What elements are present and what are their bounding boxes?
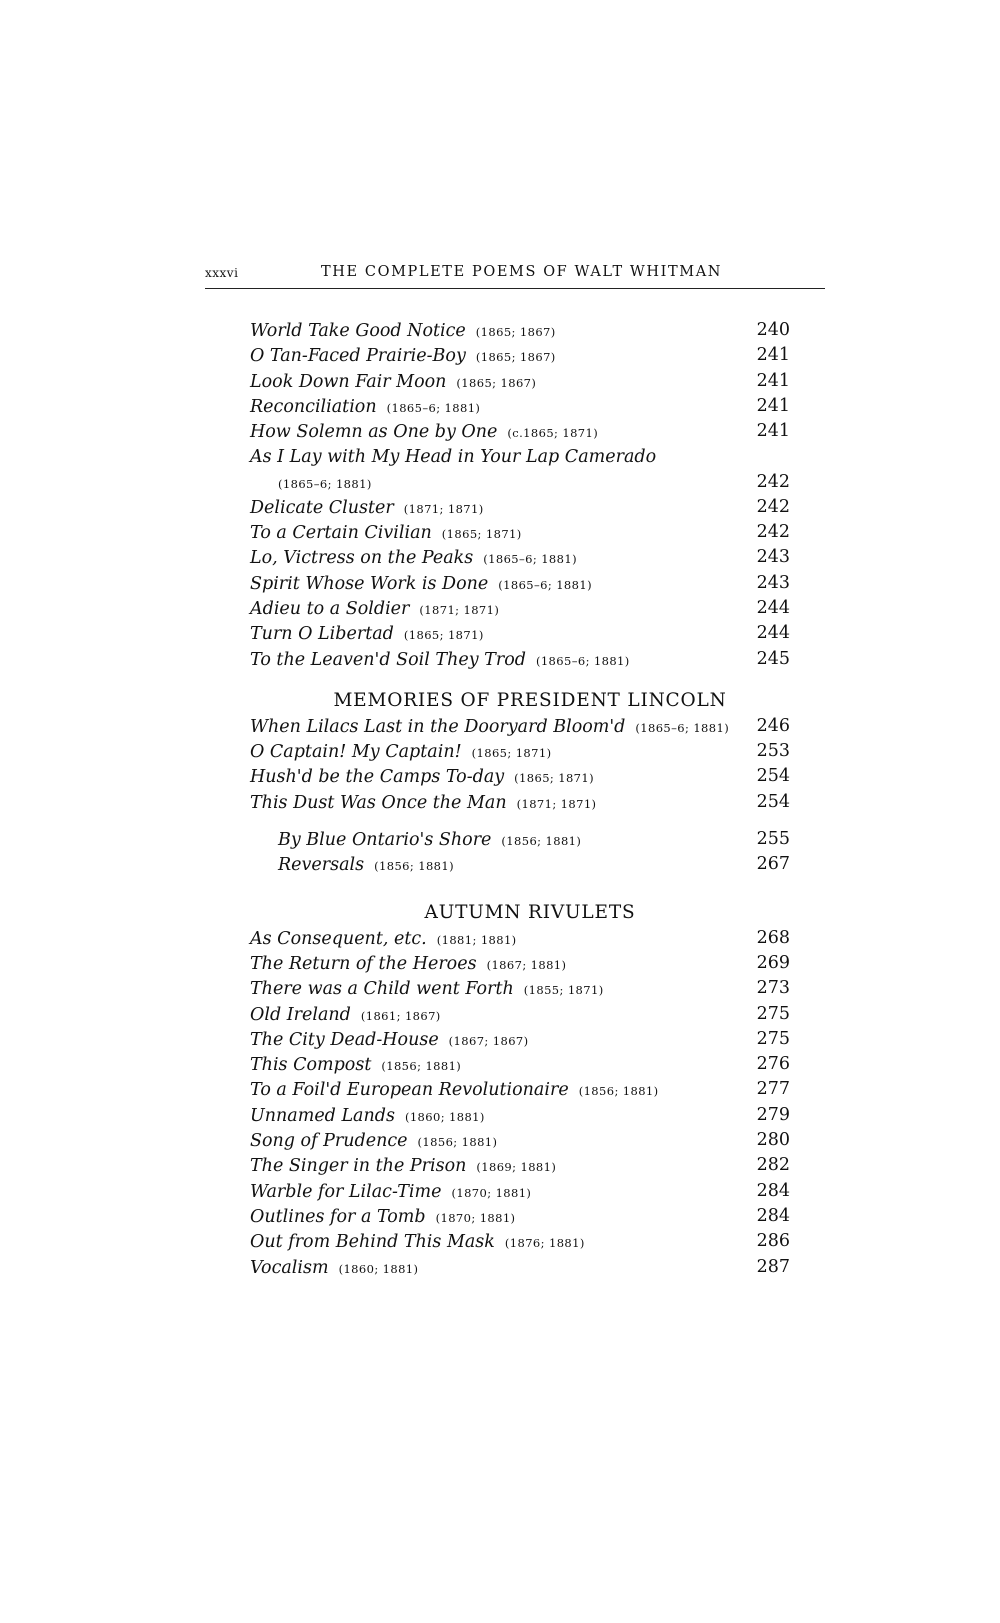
poem-dates: (1865; 1867) bbox=[456, 375, 537, 390]
book-title: THE COMPLETE POEMS OF WALT WHITMAN bbox=[321, 264, 723, 280]
toc-entry bbox=[250, 1027, 790, 1052]
page-number: 287 bbox=[756, 1256, 790, 1277]
page-number: 241 bbox=[756, 345, 790, 366]
poem-dates: (1871; 1871) bbox=[516, 796, 597, 811]
toc-entry bbox=[250, 1128, 790, 1153]
poem-dates: (1856; 1881) bbox=[381, 1059, 462, 1074]
page-number: 241 bbox=[756, 421, 790, 442]
section-lincoln bbox=[250, 688, 790, 815]
page-number: 284 bbox=[756, 1205, 790, 1226]
toc-entry bbox=[250, 545, 790, 570]
poem-title: Reconciliation bbox=[250, 396, 377, 417]
poem-title: To a Certain Civilian bbox=[250, 523, 432, 544]
page-number: 273 bbox=[756, 978, 790, 999]
page-number: 282 bbox=[756, 1155, 790, 1176]
poem-title: The Return of the Heroes bbox=[250, 953, 477, 974]
page-number: 244 bbox=[756, 623, 790, 644]
poem-dates: (1856; 1881) bbox=[417, 1135, 498, 1150]
toc-entry bbox=[250, 790, 790, 815]
poem-dates: (1865; 1871) bbox=[441, 527, 522, 542]
page-number: 286 bbox=[756, 1231, 790, 1252]
toc-entry bbox=[250, 318, 790, 343]
section-heading: AUTUMN RIVULETS bbox=[424, 901, 636, 923]
poem-title: How Solemn as One by One bbox=[250, 422, 498, 443]
toc-entry bbox=[250, 852, 790, 877]
toc-entry bbox=[250, 520, 790, 545]
poem-dates: (1876; 1881) bbox=[504, 1236, 585, 1251]
poem-title: As Consequent, etc. bbox=[250, 928, 427, 949]
poem-title: Turn O Libertad bbox=[250, 624, 394, 645]
poem-dates: (1865–6; 1881) bbox=[635, 720, 730, 735]
page-number: 242 bbox=[756, 522, 790, 543]
page-number: 245 bbox=[756, 648, 790, 669]
toc-entry bbox=[250, 419, 790, 444]
page-number: 241 bbox=[756, 395, 790, 416]
poem-title: Warble for Lilac-Time bbox=[250, 1181, 442, 1202]
poem-dates: (1865–6; 1881) bbox=[535, 653, 630, 668]
page-number: 267 bbox=[756, 854, 790, 875]
toc-entry bbox=[250, 343, 790, 368]
page-number: 254 bbox=[756, 791, 790, 812]
page-number: 275 bbox=[756, 1003, 790, 1024]
toc-entry bbox=[250, 1255, 790, 1280]
poem-dates: (1861; 1867) bbox=[360, 1008, 441, 1023]
poem-dates: (1867; 1881) bbox=[486, 957, 567, 972]
poem-dates: (1865; 1867) bbox=[475, 325, 556, 339]
toc-entry bbox=[250, 369, 790, 394]
poem-title: Out from Behind This Mask bbox=[250, 1232, 495, 1253]
toc-entry bbox=[250, 1103, 790, 1128]
poem-dates: (1865; 1871) bbox=[403, 628, 484, 643]
poem-dates: (1860; 1881) bbox=[404, 1109, 485, 1124]
toc-entry-long-title bbox=[250, 444, 790, 469]
page-number: 255 bbox=[756, 829, 790, 850]
poem-title: Song of Prudence bbox=[250, 1131, 408, 1152]
poem-title: Adieu to a Soldier bbox=[250, 598, 410, 619]
poem-dates: (1860; 1881) bbox=[338, 1261, 419, 1276]
poem-dates: (1855; 1871) bbox=[523, 983, 604, 998]
page-number: 242 bbox=[756, 471, 790, 492]
poem-dates: (1856; 1881) bbox=[501, 834, 582, 849]
toc-entry bbox=[250, 1153, 790, 1178]
poem-dates: (1870; 1881) bbox=[435, 1210, 516, 1225]
page-number: 254 bbox=[756, 766, 790, 787]
poem-dates: (1865–6; 1881) bbox=[278, 476, 372, 491]
page-number: 246 bbox=[756, 715, 790, 736]
poem-title: Outlines for a Tomb bbox=[250, 1206, 426, 1227]
poem-title: World Take Good Notice bbox=[250, 321, 466, 341]
poem-title: Old Ireland bbox=[250, 1004, 351, 1025]
poem-title: The Singer in the Prison bbox=[250, 1156, 467, 1177]
poem-title: To the Leaven'd Soil They Trod bbox=[250, 649, 526, 670]
poem-title: Spirit Whose Work is Done bbox=[250, 573, 489, 594]
poem-title: The City Dead-House bbox=[250, 1029, 439, 1050]
poem-dates: (1881; 1881) bbox=[436, 932, 517, 947]
page-number: 280 bbox=[756, 1130, 790, 1151]
toc-entry bbox=[250, 1204, 790, 1229]
toc-entry bbox=[250, 764, 790, 789]
poem-dates: (1856; 1881) bbox=[578, 1084, 659, 1099]
poem-dates: (c.1865; 1871) bbox=[507, 426, 599, 441]
toc-entry bbox=[250, 1179, 790, 1204]
toc-entry bbox=[250, 621, 790, 646]
poem-title: As I Lay with My Head in Your Lap Camerado bbox=[250, 447, 657, 468]
poem-dates: (1867; 1867) bbox=[448, 1033, 529, 1048]
poem-title: O Tan-Faced Prairie-Boy bbox=[250, 346, 466, 367]
toc-entry bbox=[250, 827, 790, 852]
poem-title: Unnamed Lands bbox=[250, 1105, 395, 1126]
running-head bbox=[205, 262, 825, 289]
toc-group-2 bbox=[250, 495, 790, 672]
poem-dates: (1871; 1871) bbox=[403, 501, 484, 516]
toc-entry bbox=[250, 394, 790, 419]
standalone-poems bbox=[250, 827, 790, 878]
toc-entry bbox=[250, 596, 790, 621]
page-folio: xxxvi bbox=[205, 266, 239, 280]
page-number: 268 bbox=[756, 927, 790, 948]
page-number: 240 bbox=[756, 320, 790, 340]
poem-title: Reversals bbox=[278, 855, 365, 876]
poem-dates: (1870; 1881) bbox=[451, 1185, 532, 1200]
toc-entry bbox=[250, 647, 790, 672]
poem-title: To a Foil'd European Revolutionaire bbox=[250, 1080, 569, 1101]
poem-title: Hush'd be the Camps To-day bbox=[250, 767, 505, 788]
toc-entry bbox=[250, 926, 790, 951]
page-number: 241 bbox=[756, 370, 790, 391]
poem-dates: (1865–6; 1881) bbox=[386, 400, 481, 415]
page-number: 242 bbox=[756, 496, 790, 517]
poem-dates: (1865; 1871) bbox=[471, 746, 552, 761]
page-number: 276 bbox=[756, 1054, 790, 1075]
poem-title: This Dust Was Once the Man bbox=[250, 792, 507, 813]
toc-entry bbox=[250, 951, 790, 976]
poem-dates: (1871; 1871) bbox=[419, 602, 500, 617]
poem-dates: (1856; 1881) bbox=[374, 859, 454, 874]
poem-dates: (1869; 1881) bbox=[476, 1160, 557, 1175]
toc-entry bbox=[250, 495, 790, 520]
page-number: 275 bbox=[756, 1028, 790, 1049]
page-number: 269 bbox=[756, 952, 790, 973]
table-of-contents bbox=[250, 318, 790, 1280]
page-number: 243 bbox=[756, 572, 790, 593]
toc-entry bbox=[250, 1002, 790, 1027]
toc-entry bbox=[250, 571, 790, 596]
section-heading: MEMORIES OF PRESIDENT LINCOLN bbox=[333, 689, 727, 711]
page-number: 244 bbox=[756, 597, 790, 618]
poem-dates: (1865–6; 1881) bbox=[498, 577, 592, 592]
toc-entry bbox=[250, 1077, 790, 1102]
section-autumn-rivulets bbox=[250, 900, 790, 1280]
page-number: 277 bbox=[756, 1079, 790, 1100]
poem-title: When Lilacs Last in the Dooryard Bloom'd bbox=[250, 716, 626, 737]
poem-title: O Captain! My Captain! bbox=[250, 742, 462, 763]
toc-group-1 bbox=[250, 318, 790, 444]
page-number: 253 bbox=[756, 741, 790, 762]
poem-title: There was a Child went Forth bbox=[250, 979, 514, 1000]
page-number: 279 bbox=[756, 1104, 790, 1125]
poem-dates: (1865–6; 1881) bbox=[483, 552, 577, 567]
toc-entry bbox=[250, 1229, 790, 1254]
toc-entry bbox=[250, 976, 790, 1001]
poem-dates: (1865; 1867) bbox=[475, 350, 556, 365]
page-number: 243 bbox=[756, 547, 790, 568]
toc-entry bbox=[250, 714, 790, 739]
poem-title: Vocalism bbox=[250, 1257, 329, 1278]
toc-entry bbox=[250, 1052, 790, 1077]
poem-title: Lo, Victress on the Peaks bbox=[250, 548, 474, 569]
toc-entry bbox=[250, 739, 790, 764]
poem-title: Look Down Fair Moon bbox=[250, 371, 447, 392]
toc-entry-continuation bbox=[250, 470, 790, 495]
poem-title: By Blue Ontario's Shore bbox=[278, 830, 492, 851]
poem-title: This Compost bbox=[250, 1055, 372, 1076]
page-number: 284 bbox=[756, 1180, 790, 1201]
poem-dates: (1865; 1871) bbox=[514, 771, 594, 786]
poem-title: Delicate Cluster bbox=[250, 497, 394, 518]
